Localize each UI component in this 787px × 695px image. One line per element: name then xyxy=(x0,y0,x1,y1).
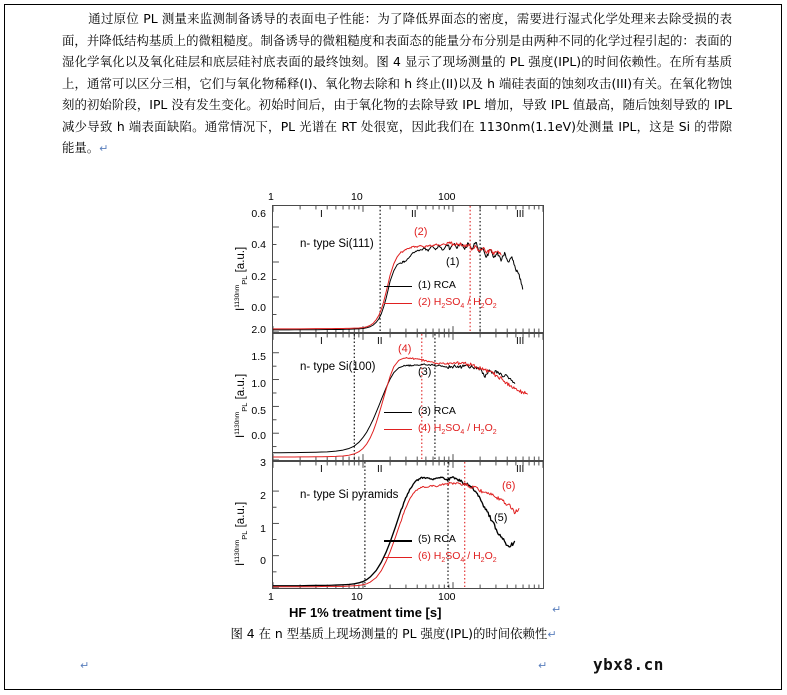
panel2-ytick-4: 2.0 xyxy=(251,324,266,336)
panel3-legend-label-6: (6) $H_2SO_4 / H_2O_2$ xyxy=(418,550,497,565)
panel1-sample-label: n- type Si(111) xyxy=(300,238,374,250)
chart-panel-1 xyxy=(272,205,544,333)
xtick-bottom-1: 1 xyxy=(268,591,274,603)
panel1-legend-swatch-2 xyxy=(384,303,412,304)
panel3-sample-label: n- type Si pyramids xyxy=(300,489,399,501)
panel-1-plot xyxy=(273,206,543,332)
footer-mark-right: ↵ xyxy=(538,659,548,672)
panel3-y-axis-title: $I^{1130nm}_{PL}$ [a.u.] xyxy=(234,501,250,566)
panel3-curve-label-6: (6) xyxy=(502,480,516,492)
panel1-xtick-10: 10 xyxy=(351,191,363,203)
panel2-phase-II: II xyxy=(377,336,383,347)
panel2-y-axis-title: $I^{1130nm}_{PL}$ [a.u.] xyxy=(234,373,250,438)
panel3-phase-I: I xyxy=(320,464,323,475)
panel1-phase-II: II xyxy=(411,209,417,220)
panel1-ytick-1: 0.2 xyxy=(251,271,266,283)
panel1-legend-label-2: (2) $H_2SO_4 / H_2O_2$ xyxy=(418,296,497,311)
figure-4 xyxy=(222,191,562,620)
panel2-phase-III: III xyxy=(516,336,525,347)
panel3-phase-III: III xyxy=(516,464,525,475)
panel1-xtick-1: 1 xyxy=(268,191,274,203)
panel3-legend-swatch-5 xyxy=(384,540,412,542)
figure-caption xyxy=(0,624,787,642)
panel2-legend-swatch-3 xyxy=(384,412,412,413)
panel1-ytick-0: 0.0 xyxy=(251,302,266,314)
xtick-bottom-100: 100 xyxy=(438,591,456,603)
panel3-ytick-1: 1 xyxy=(260,523,266,535)
panel3-legend-swatch-6 xyxy=(384,557,412,558)
panel3-ytick-3: 3 xyxy=(260,457,266,469)
panel1-xtick-100: 100 xyxy=(438,191,456,203)
panel2-curve-label-4: (4) xyxy=(398,343,412,355)
figure-paragraph-mark: ↵ xyxy=(552,603,562,616)
panel1-curve-label-2: (2) xyxy=(414,226,428,238)
figure-caption-text: 图 4 在 n 型基质上现场测量的 PL 强度(IPL)的时间依赖性 xyxy=(230,626,548,641)
caption-mark: ↵ xyxy=(547,628,557,641)
panel1-ytick-2: 0.4 xyxy=(251,239,266,251)
panel2-ytick-1: 0.5 xyxy=(251,405,266,417)
panel3-ytick-0: 0 xyxy=(260,555,266,567)
panel1-phase-III: III xyxy=(516,209,525,220)
panel2-ytick-0: 0.0 xyxy=(251,430,266,442)
panel2-sample-label: n- type Si(100) xyxy=(300,361,376,373)
panel1-legend-swatch-1 xyxy=(384,286,412,287)
x-axis-title: HF 1% treatment time [s] xyxy=(289,605,442,620)
paragraph-mark: ↵ xyxy=(99,142,109,155)
panel1-ytick-3: 0.6 xyxy=(251,208,266,220)
panel3-curve-label-5: (5) xyxy=(494,512,508,524)
panel3-ytick-2: 2 xyxy=(260,490,266,502)
panel1-y-axis-title: $I^{1130nm}_{PL}$ [a.u.] xyxy=(234,246,250,311)
panel3-legend-label-5: (5) RCA xyxy=(418,533,456,545)
panel1-curve-label-1: (1) xyxy=(446,256,460,268)
paragraph-1-text: 通过原位 PL 测量来监测制备诱导的表面电子性能：为了降低界面态的密度，需要进行湿式化学处理来去除受损的表面，并降低结构基质上的微粗糙度。制备诱导的微粗糙度和表面态的能量分布分别是由两种不同的化学过程引起的：表面的湿化学氧化以及氧化硅层和底层硅衬底表面的最终蚀刻。图 4 显示了现场测量的 PL 强度(IPL)的时间依赖性。在所有基质上，通常可以区分三相，它们与氧化物稀释(I)、氧化物去除和 h 终止(II)以及 h 端硅表面的蚀刻攻击(III)有关。在氧化物蚀刻的初始阶段，IPL 没有发生变化。初始时间后，由于氧化物的去除导致 IPL 增加，导致 IPL 值最高，随后蚀刻导致的 IPL 减少导致 h 端表面缺陷。通常情况下，PL 光谱在 RT 处很宽，因此我们在 1130nm(1.1eV)处测量 IPL，这是 Si 的带隙能量。 xyxy=(62,11,732,155)
footer-mark-left: ↵ xyxy=(80,659,90,672)
panel1-phase-I: I xyxy=(320,209,323,220)
paragraph-1 xyxy=(62,8,732,160)
panel2-ytick-3: 1.5 xyxy=(251,351,266,363)
panel2-legend-label-4: (4) $H_2SO_4 / H_2O_2$ xyxy=(418,422,497,437)
site-watermark: ybx8.cn xyxy=(593,655,664,674)
panel2-phase-I: I xyxy=(320,336,323,347)
panel2-curve-label-3: (3) xyxy=(418,366,432,378)
article-body xyxy=(62,8,732,160)
panel2-legend-label-3: (3) RCA xyxy=(418,405,456,417)
panel2-legend-swatch-4 xyxy=(384,429,412,430)
panel3-phase-II: II xyxy=(377,464,383,475)
panel1-legend-label-1: (1) RCA xyxy=(418,279,456,291)
panel2-ytick-2: 1.0 xyxy=(251,378,266,390)
xtick-bottom-10: 10 xyxy=(351,591,363,603)
